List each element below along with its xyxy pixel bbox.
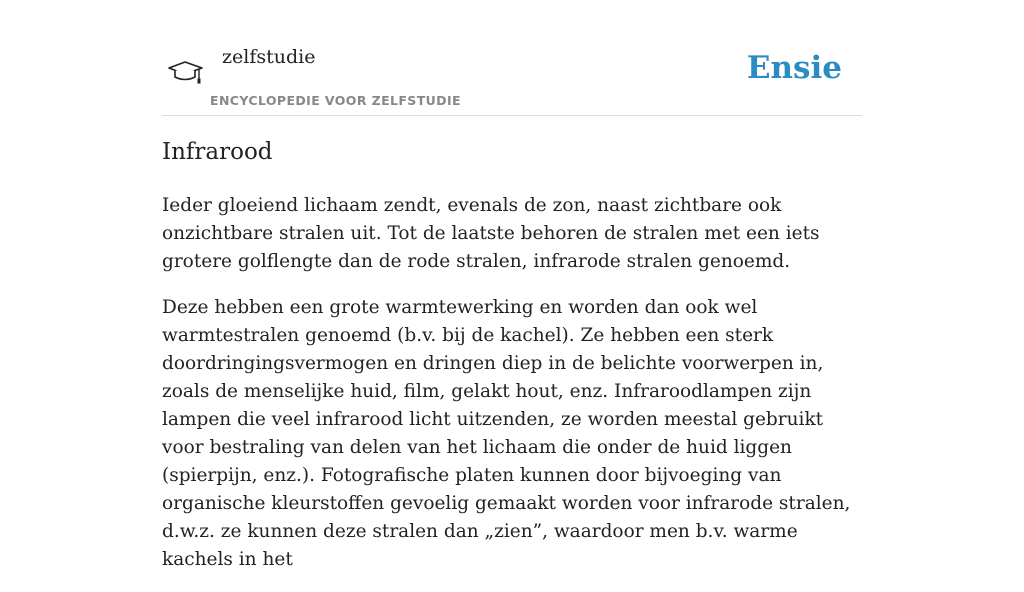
graduation-cap-icon[interactable]: [166, 56, 204, 88]
site-header: [162, 0, 862, 116]
article-paragraph: Ieder gloeiend lichaam zendt, evenals de zon, naast zichtbare ook onzichtbare stralen uit. Tot de laatste behoren de stralen met een iets grotere golflengte dan de rode stralen, infrarode stralen genoemd.: [162, 195, 820, 272]
site-tagline: ENCYCLOPEDIE VOOR ZELFSTUDIE: [210, 93, 461, 108]
article-paragraph: Deze hebben een grote warmtewerking en worden dan ook wel warmtestralen genoemd (b.v. bij de kachel). Ze hebben een sterk doordringingsvermogen en dringen diep in de belichte voorwerpen in, zoals de menselijke huid, film, gelakt hout, enz. Infraroodlampen zijn lampen die veel infrarood licht uitzenden, ze worden meestal gebruikt voor bestraling van delen van het lichaam die onder de huid liggen (spierpijn, enz.). Fotografische platen kunnen door bijvoeging van organische kleurstoffen gevoelig gemaakt worden voor infrarode stralen, d.w.z. ze kunnen deze stralen dan „zien”, waardoor men b.v. warme kachels in het: [162, 297, 851, 570]
site-name[interactable]: zelfstudie: [222, 46, 316, 68]
ensie-logo-link[interactable]: Ensie: [746, 50, 842, 86]
article-body: [162, 192, 862, 592]
page: [162, 0, 862, 570]
article-title: Infrarood: [162, 139, 273, 165]
